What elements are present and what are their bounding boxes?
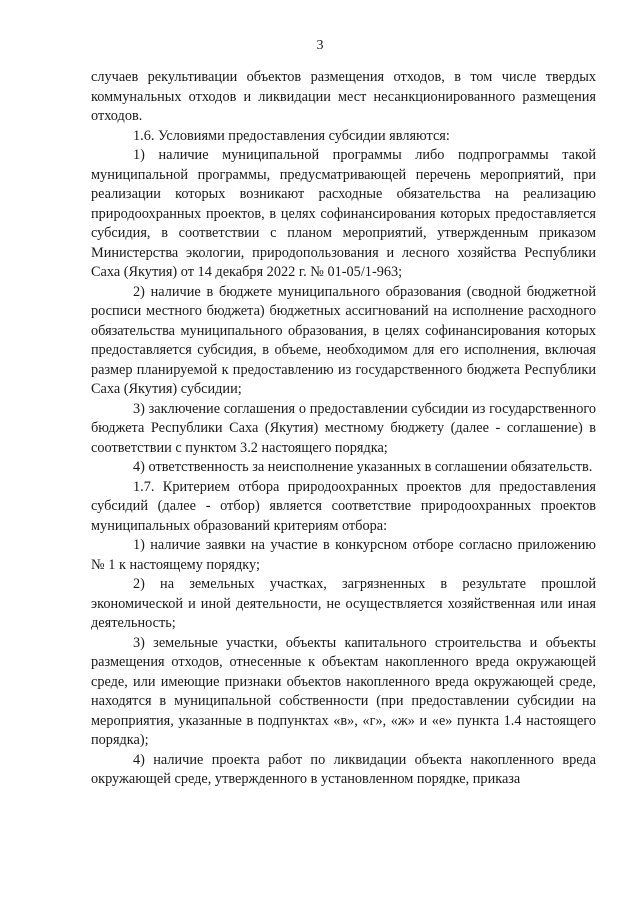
paragraph-1-6-item-3: 3) заключение соглашения о предоставлении субсидии из государственного бюджета Республики Саха (Якутия) местному бюджету (далее - соглашение) в соответствии с пунктом 3.2 настоящего порядка;: [91, 400, 596, 456]
paragraph-1-7-heading: 1.7. Критерием отбора природоохранных проектов для предоставления субсидий (далее - отбор) является соответствие природоохранных проектов муниципальных образований критериям отбора:: [91, 478, 596, 534]
paragraph-1-7-item-1: 1) наличие заявки на участие в конкурсном отборе согласно приложению № 1 к настоящему порядку;: [91, 537, 596, 573]
paragraph-1-7-item-4: 4) наличие проекта работ по ликвидации объекта накопленного вреда окружающей среде, утвержденного в установленном порядке, приказа: [91, 751, 596, 787]
document-body: [91, 68, 596, 790]
paragraph-recultivation: случаев рекультивации объектов размещения отходов, в том числе твердых коммунальных отходов и ликвидации мест несанкционированного размещения отходов.: [91, 69, 596, 124]
paragraph-1-6-heading: 1.6. Условиями предоставления субсидии являются:: [133, 127, 450, 144]
paragraph-1-6-item-2: 2) наличие в бюджете муниципального образования (сводной бюджетной росписи местного бюджета) бюджетных ассигнований на исполнение расходного обязательства муниципального образования, в целях софинансирования которых предоставляется субсидия, в объеме, необходимом для его исполнения, включая размер планируемой к предоставлению из государственного бюджета Республики Саха (Якутия) субсидии;: [91, 283, 596, 397]
paragraph-1-6-item-4: 4) ответственность за неисполнение указанных в соглашении обязательств.: [133, 459, 593, 475]
page-number: 3: [316, 38, 324, 53]
paragraph-1-7-item-3: 3) земельные участки, объекты капитального строительства и объекты размещения отходов, отнесенные к объектам накопленного вреда окружающей среде, или имеющие признаки объектов накопленного вреда окружающей среде, находятся в муниципальной собственности (при предоставлении субсидии на мероприятия, указанные в подпунктах «в», «г», «ж» и «е» пункта 1.4 настоящего порядка);: [91, 634, 596, 748]
paragraph-1-7-item-2: 2) на земельных участках, загрязненных в результате прошлой экономической и иной деятельности, не осуществляется хозяйственная или иная деятельность;: [91, 576, 596, 631]
paragraph-1-6-item-1: 1) наличие муниципальной программы либо подпрограммы такой муниципальной программы, предусматривающей перечень мероприятий, при реализации которых возникают расходные обязательства на реализацию природоохранных проектов, в целях софинансирования которых предоставляется субсидия, в соответствии с планом мероприятий, утвержденным приказом Министерства экологии, природопользования и лесного хозяйства Республики Саха (Якутия) от 14 декабря 2022 г. № 01-05/1-963;: [91, 147, 596, 280]
